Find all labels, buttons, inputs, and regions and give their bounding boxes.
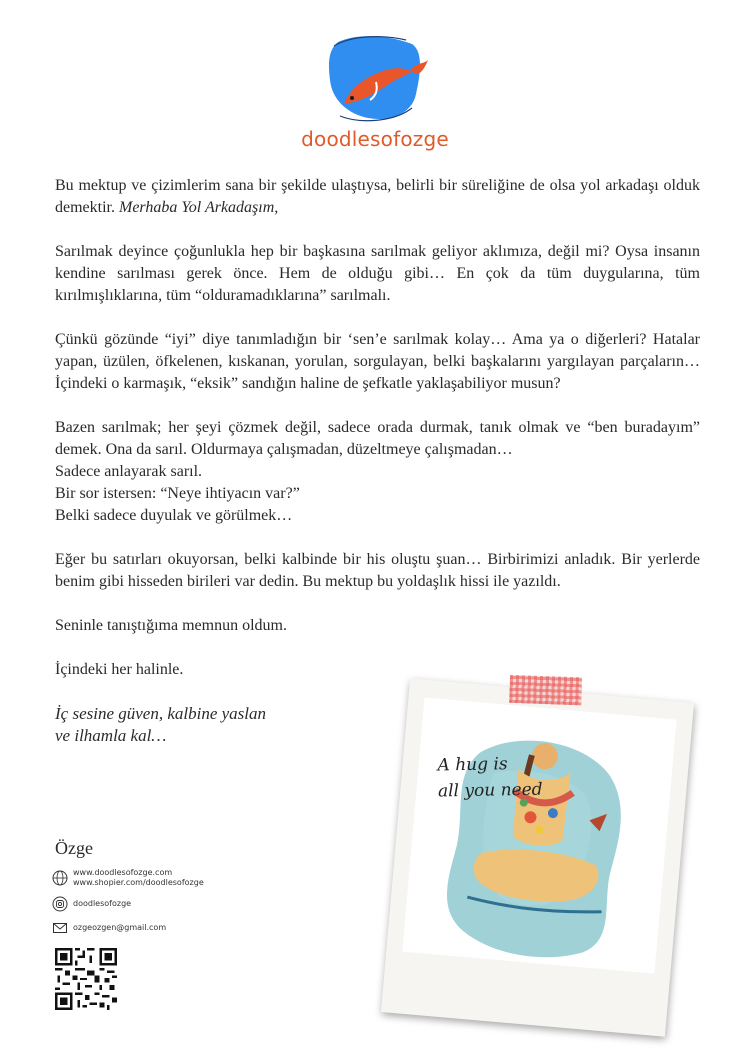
letter-body xyxy=(55,175,700,747)
caption-line: all you need xyxy=(437,779,543,802)
website-link[interactable]: www.doodlesofozge.com xyxy=(73,868,173,877)
letter-paragraph-1 xyxy=(55,175,700,219)
watercolor-figure-illustration xyxy=(402,698,676,974)
letter-paragraph-4: Bazen sarılmak; her şeyi çözmek değil, sadece orada durmak, tanık olmak ve “ben buradayım” demek. Ona da sarıl. Oldurmaya çalışmadan, düzeltmeye çalışmadan… xyxy=(55,419,700,458)
letter-paragraph-3: Çünkü gözünde “iyi” diye tanımladığın bir ‘sen’e sarılmak kolay… Ama ya o diğerleri? Hatalar yapan, üzülen, öfkelenen, kıskanan, yorulan, sorgulayan, belki başkalarını yargılayan parçaların… İçindeki o karmaşık, “eksik” sandığın haline de şefkatle yaklaşabiliyor musun? xyxy=(55,331,700,392)
koi-fish-logo-icon xyxy=(320,30,430,125)
paragraph-text: Bu mektup ve çizimlerim sana bir şekilde ulaştıysa, belirli bir süreliğine de olsa yol arkadaşı olduk demektir. xyxy=(55,177,700,216)
closing-line: İç sesine güven, kalbine yaslan xyxy=(55,704,267,723)
letter-paragraph-7: İçindeki her halinle. xyxy=(55,661,184,678)
hug-illustration xyxy=(402,698,676,974)
greeting: Merhaba Yol Arkadaşım, xyxy=(118,199,279,216)
caption-line: A hug is xyxy=(437,754,508,776)
letter-line: Bir sor istersen: “Neye ihtiyacın var?” xyxy=(55,485,300,502)
instagram-handle[interactable]: doodlesofozge xyxy=(73,899,132,908)
website-row xyxy=(52,868,204,888)
hug-caption xyxy=(437,751,542,805)
letter-paragraph-5: Eğer bu satırları okuyorsan, belki kalbinde bir his oluştu şuan… Birbirimizi anladık. Bir yerlerde benim gibi hisseden birileri var dedin. Bu mektup bu yoldaşlık hissi ile yazıldı. xyxy=(55,551,700,590)
shop-link[interactable]: www.shopier.com/doodlesofozge xyxy=(73,878,204,887)
letter-line: Sadece anlayarak sarıl. xyxy=(55,463,203,480)
email-address[interactable]: ozgeozgen@gmail.com xyxy=(73,923,167,932)
polaroid-photo xyxy=(381,678,694,1037)
brand-logo xyxy=(300,30,450,160)
signature: Özge xyxy=(55,838,93,858)
letter-line: Belki sadece duyulak ve görülmek… xyxy=(55,507,293,524)
letter-paragraph-6: Seninle tanıştığıma memnun oldum. xyxy=(55,617,287,634)
closing-line: ve ilhamla kal… xyxy=(55,726,167,745)
contact-info xyxy=(52,868,204,944)
gingham-tape xyxy=(509,675,582,705)
brand-name: doodlesofozge xyxy=(301,127,449,151)
instagram-icon xyxy=(52,896,68,912)
instagram-row xyxy=(52,896,204,912)
mail-icon xyxy=(52,920,68,936)
letter-paragraph-2: Sarılmak deyince çoğunlukla hep bir başkasına sarılmak geliyor aklımıza, değil mi? Oysa insanın kendine sarılması gerek önce. Hem de olduğu gibi… En çok da tüm duygularına, tüm kırılmışlıklarına, tüm “olduramadıklarına” sarılmalı. xyxy=(55,243,700,304)
email-row xyxy=(52,920,204,936)
qr-code[interactable] xyxy=(55,948,117,1010)
globe-icon xyxy=(52,870,68,886)
